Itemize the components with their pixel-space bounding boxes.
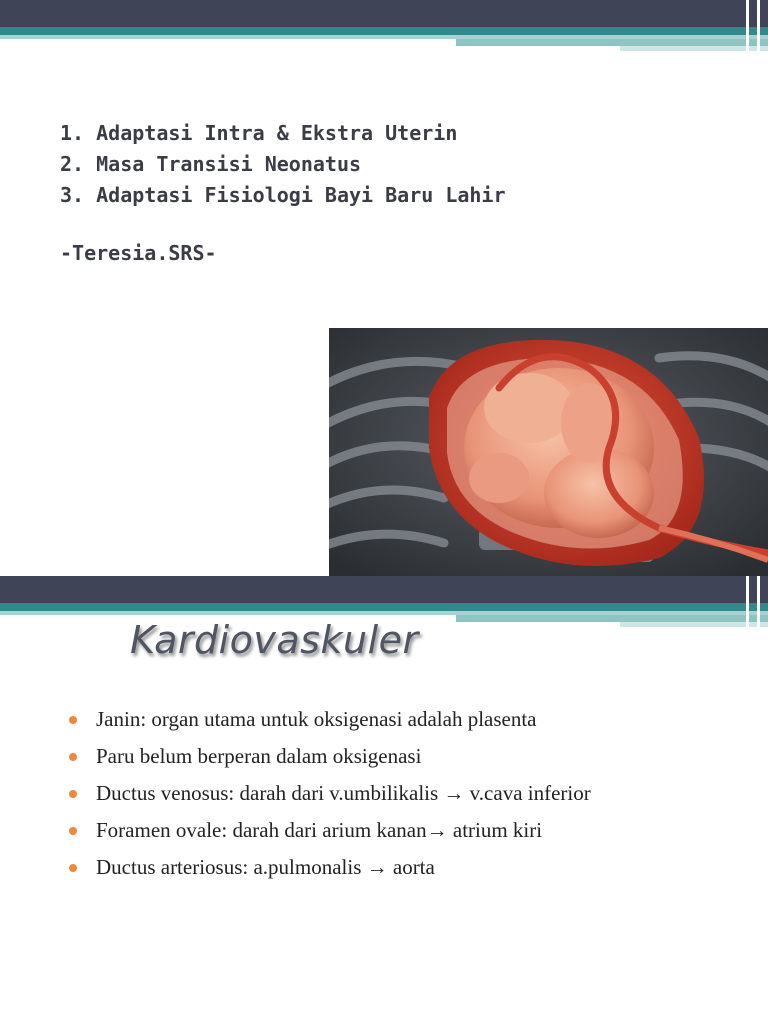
topic-list — [60, 118, 506, 211]
header-band — [0, 0, 768, 52]
fetus-in-uterus-illustration — [329, 328, 768, 576]
bullet-item — [68, 852, 688, 883]
author-name: -Teresia.SRS- — [60, 241, 217, 265]
bullet-dot-icon — [69, 790, 77, 798]
bullet-item — [68, 815, 688, 846]
bullet-dot-icon — [69, 864, 77, 872]
bullet-list — [68, 704, 688, 889]
bullet-item — [68, 704, 688, 735]
bullet-text: Paru belum berperan dalam oksigenasi — [96, 744, 422, 768]
slide-2 — [0, 576, 768, 1024]
bullet-dot-icon — [69, 827, 77, 835]
bullet-text: Janin: organ utama untuk oksigenasi adalah plasenta — [96, 707, 537, 731]
topic-item: 3. Adaptasi Fisiologi Bayi Baru Lahir — [60, 183, 506, 207]
bullet-text: Foramen ovale: darah dari arium kanan→ atrium kiri — [96, 818, 543, 842]
bullet-text: Ductus arteriosus: a.pulmonalis → aorta — [96, 855, 435, 879]
bullet-text: Ductus venosus: darah dari v.umbilikalis → v.cava inferior — [96, 781, 591, 805]
slide-title: Kardiovaskuler — [130, 618, 419, 662]
bullet-dot-icon — [69, 716, 77, 724]
bullet-item — [68, 741, 688, 772]
topic-item: 1. Adaptasi Intra & Ekstra Uterin — [60, 121, 458, 145]
bullet-item — [68, 778, 688, 809]
topic-item: 2. Masa Transisi Neonatus — [60, 152, 362, 176]
bullet-dot-icon — [69, 753, 77, 761]
